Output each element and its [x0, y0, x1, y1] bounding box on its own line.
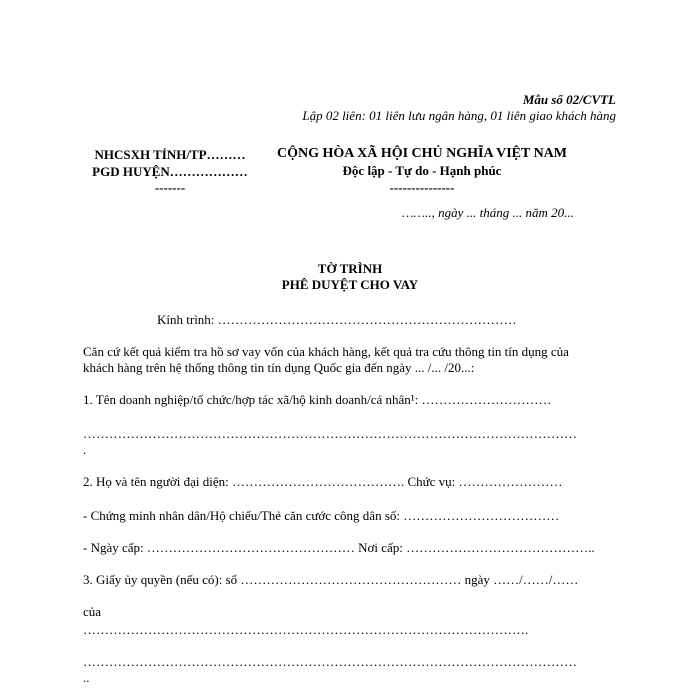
issue-date-place-line: - Ngày cấp: ………………………………………… Nơi cấp: …………………………………….. [83, 540, 595, 555]
item-1-line: 1. Tên doanh nghiệp/tổ chức/hợp tác xã/hộ kinh doanh/cá nhân¹: ………………………… [83, 392, 552, 407]
dots-line-b: …………………………………………………………………………………………………… [83, 654, 577, 669]
right-divider: --------------- [389, 180, 455, 195]
copies-note: Lập 02 liên: 01 liên lưu ngân hàng, 01 liên giao khách hàng [302, 108, 616, 123]
dots-line-b-tail: .. [83, 670, 90, 685]
document-subtitle: PHÊ DUYỆT CHO VAY [281, 277, 419, 292]
intro-line-2: khách hàng trên hệ thống thông tin tín dụng Quốc gia đến ngày ... /... /20...: [83, 360, 475, 375]
date-line: …….., ngày ... tháng ... năm 20... [402, 205, 574, 220]
form-number: Mẫu số 02/CVTL [522, 92, 616, 107]
addressee-line: Kính trình: …………………………………………………………… [157, 312, 517, 327]
document-title: TỜ TRÌNH [317, 261, 383, 276]
item-2-line: 2. Họ và tên người đại diện: …………………………………. Chức vụ: …………………… [83, 474, 563, 489]
country-name: CỘNG HÒA XÃ HỘI CHỦ NGHĨA VIỆT NAM [276, 146, 567, 161]
bank-province-line: NHCSXH TỈNH/TP……… [94, 147, 246, 162]
item-1-dots: …………………………………………………………………………………………………… [83, 426, 577, 441]
issuer-label: của [83, 604, 102, 619]
dots-line-a: …………………………………………………………………………………………. [83, 622, 529, 637]
bank-district-line: PGD HUYỆN……………… [92, 164, 248, 179]
id-number-line: - Chứng minh nhân dân/Hộ chiếu/Thẻ căn cước công dân số: ……………………………… [83, 508, 560, 523]
item-3-line: 3. Giấy ủy quyền (nếu có): số …………………………………………… ngày ……/……/…… [83, 572, 579, 587]
left-divider: ------- [154, 180, 186, 195]
item-1-tail: . [83, 442, 87, 457]
motto: Độc lập - Tự do - Hạnh phúc [342, 163, 502, 178]
intro-line-1: Căn cứ kết quả kiểm tra hồ sơ vay vốn của khách hàng, kết quả tra cứu thông tin tín dụng của [83, 344, 569, 359]
